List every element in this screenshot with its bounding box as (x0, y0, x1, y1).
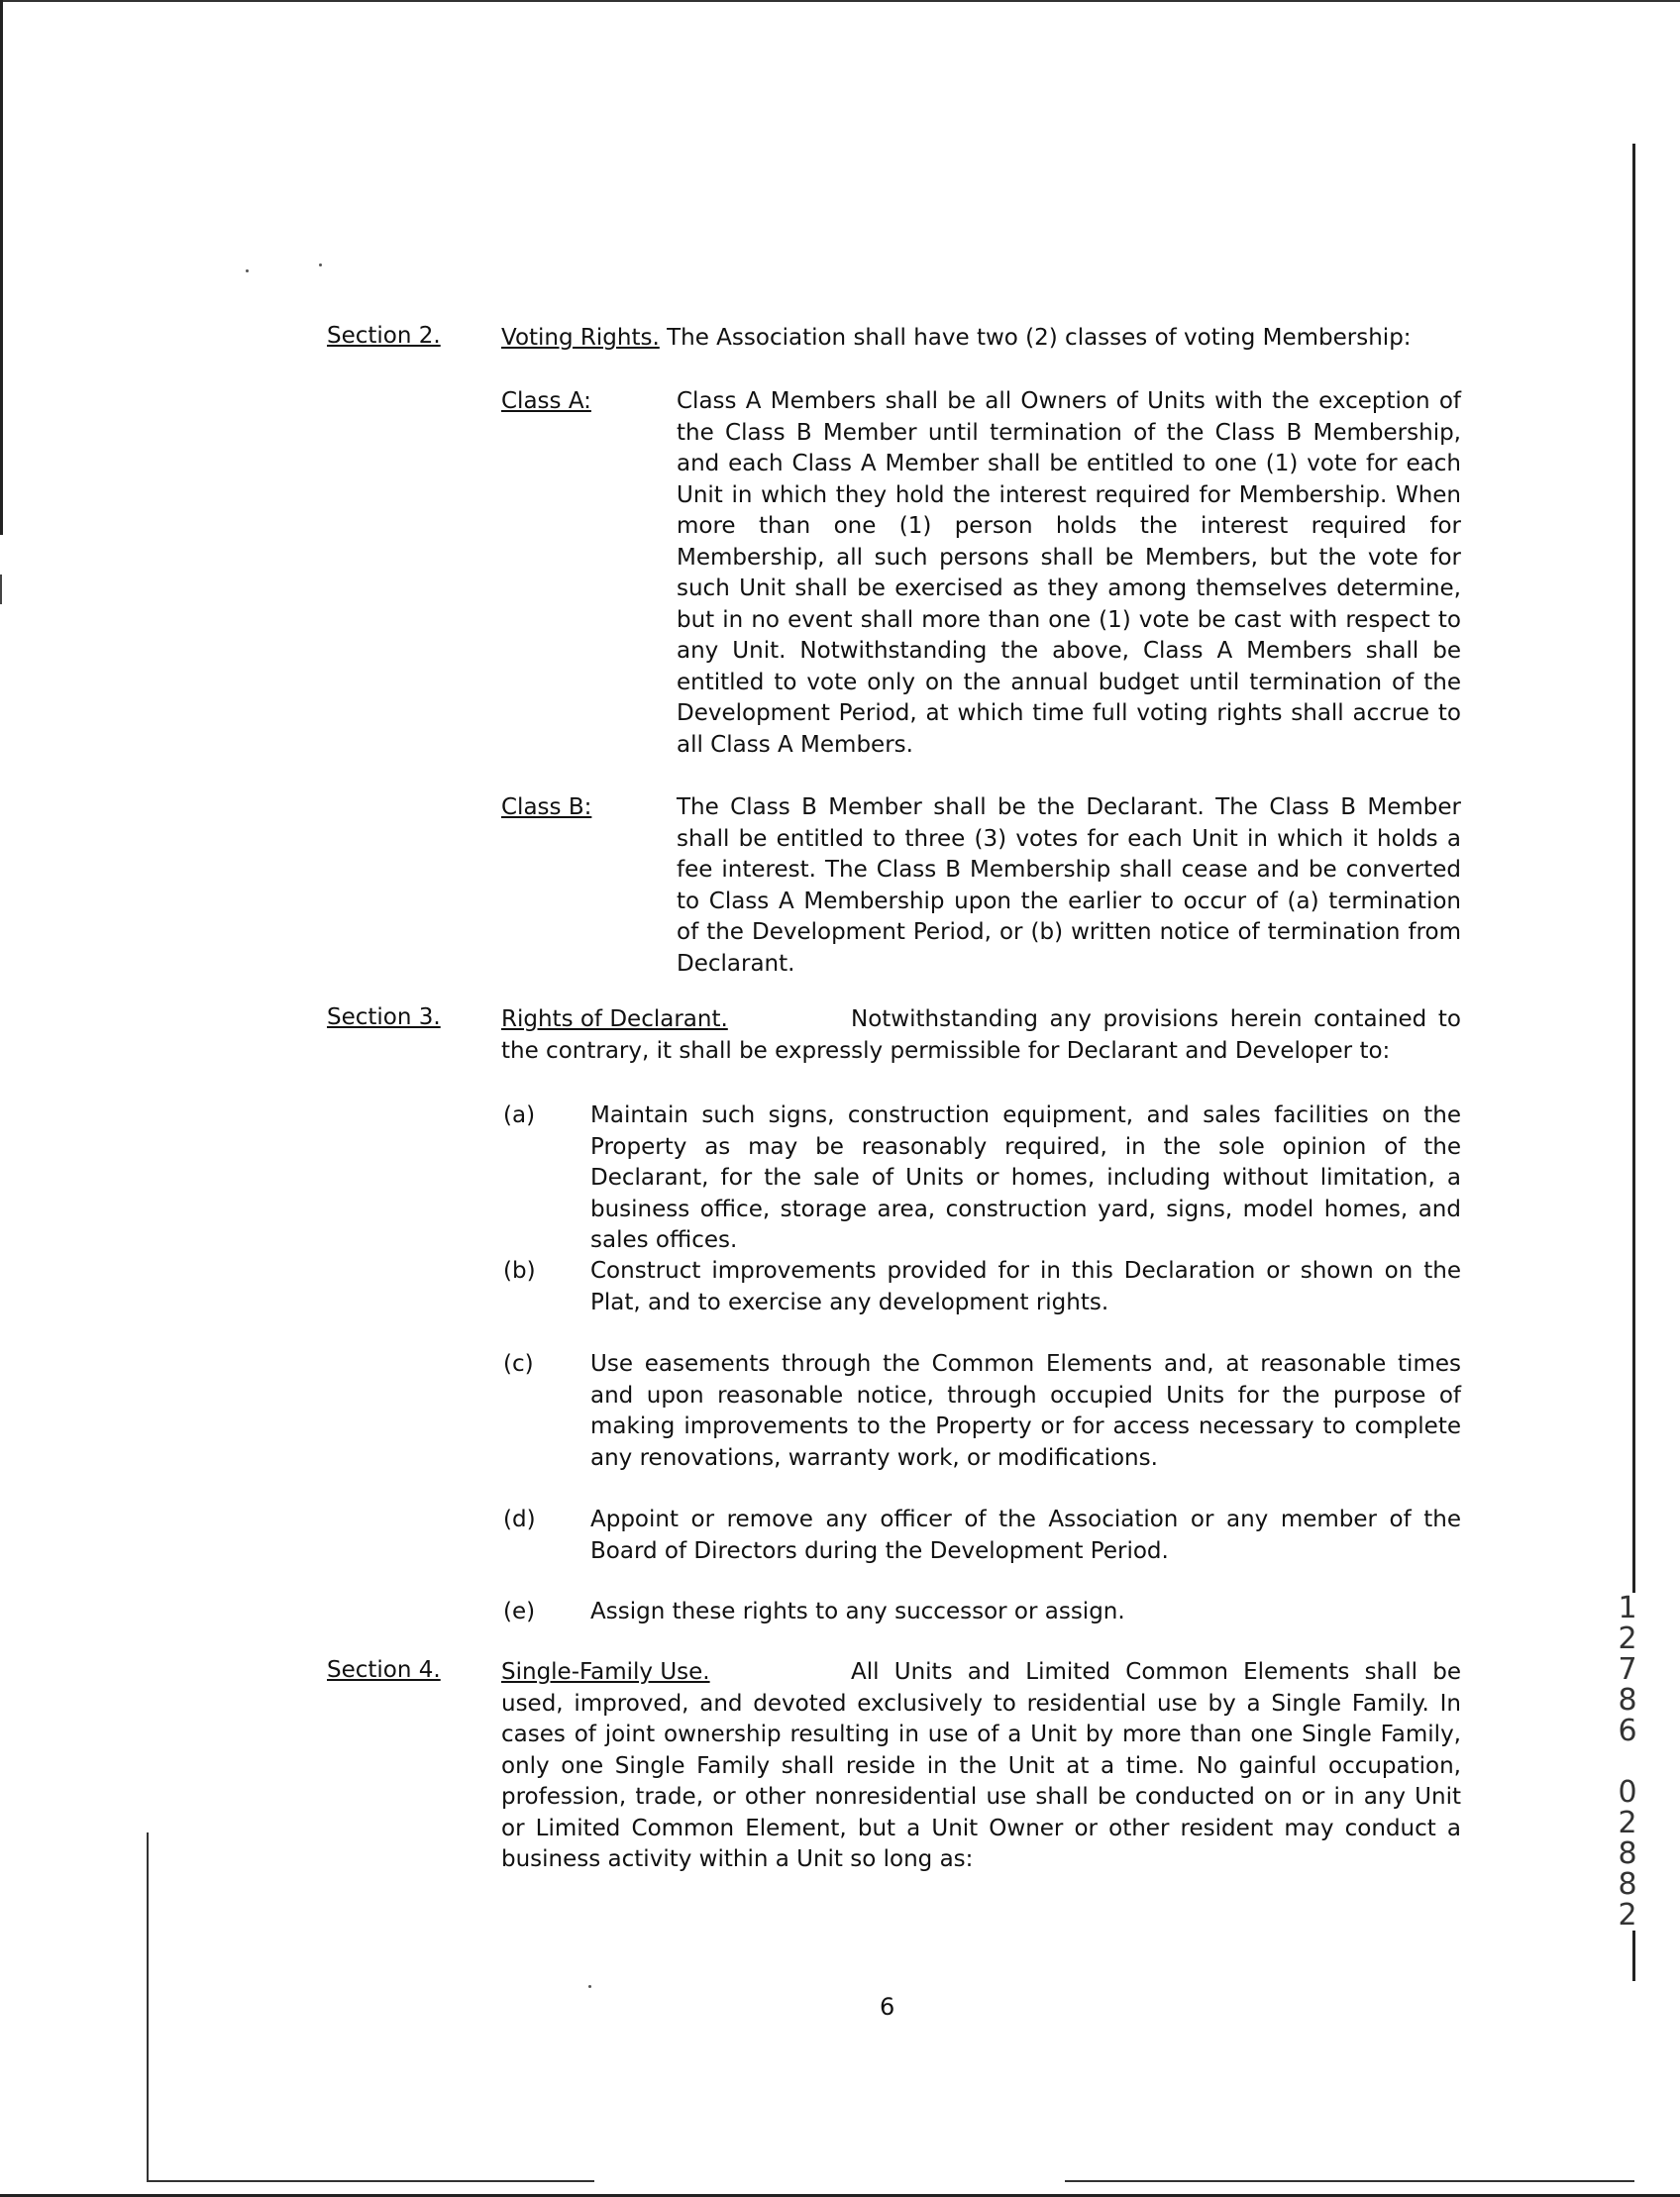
item-c-marker: (c) (503, 1351, 534, 1377)
section-4-title: Single-Family Use. (501, 1659, 710, 1685)
scan-bracket-horizontal (147, 2180, 594, 2182)
scan-edge-left (0, 0, 3, 535)
class-b-text: The Class B Member shall be the Declarant. The Class B Member shall be entitled to three (3) votes for each Unit in which it holds a fee interest. The Class B Membership shall cease and be converted to Class A Membership upon the earlier to occur of (a) termination of the Development Period, or (b) written notice of termination from Declarant. (677, 794, 1461, 977)
scan-speck (319, 263, 322, 266)
scan-bracket-vertical (147, 1832, 149, 2182)
item-d-text: Appoint or remove any officer of the Association or any member of the Board of Directors during the Development Period. (590, 1507, 1461, 1564)
class-a-text: Class A Members shall be all Owners of Units with the exception of the Class B Member until termination of the Class B Membership, and each Class A Member shall be entitled to one (1) vote for each Unit in which they hold the interest required for Membership. When more than one (1) person holds the interest required for Membership, all such persons shall be Members, but the vote for such Unit shall be exercised as they among themselves determine, but in no event shall more than one (1) vote be cast with respect to any Unit. Notwithstanding the above, Class A Members shall be entitled to vote only on the annual budget until termination of the Development Period, at which time full voting rights shall accrue to all Class A Members. (677, 388, 1461, 758)
section-3-title: Rights of Declarant. (501, 1006, 728, 1032)
item-c-text: Use easements through the Common Elements and, at reasonable times and upon reasonable notice, through occupied Units for the purpose of making improvements to the Property or for access necessary to complete any renovations, warranty work, or modifications. (590, 1351, 1461, 1471)
class-b-label: Class B: (501, 794, 592, 820)
item-d-marker: (d) (503, 1507, 536, 1532)
item-b-marker: (b) (503, 1258, 536, 1284)
section-2-intro: The Association shall have two (2) classes of voting Membership: (659, 325, 1412, 351)
scan-edge-top (0, 0, 1680, 2)
recording-number-top: 1 2 7 8 6 (1618, 1591, 1637, 1748)
scan-speck (246, 269, 249, 272)
item-a-marker: (a) (503, 1102, 536, 1128)
recording-number-bottom: 0 2 8 8 2 (1618, 1775, 1637, 1933)
scan-bracket-horizontal-right (1065, 2180, 1634, 2182)
section-2-heading (501, 323, 1512, 355)
section-4-intro: All Units and Limited Common Elements shall be used, improved, and devoted exclusively to residential use by a Single Family. In cases of joint ownership resulting in use of a Unit by more than one Single Family, only one Single Family shall reside in the Unit at a time. No gainful occupation, profession, trade, or other nonresidential use shall be conducted on or in any Unit or Limited Common Element, but a Unit Owner or other resident may conduct a business activity within a Unit so long as: (501, 1659, 1461, 1872)
section-3-label: Section 3. (327, 1004, 441, 1030)
section-3-intro: Notwithstanding any provisions herein contained to the contrary, it shall be expressly permissible for Declarant and Developer to: (501, 1006, 1461, 1064)
recording-number (1603, 1593, 1652, 1931)
class-a-label: Class A: (501, 388, 591, 414)
scan-speck (588, 1985, 591, 1988)
item-a-text: Maintain such signs, construction equipment, and sales facilities on the Property as may be reasonably required, in the sole opinion of the Declarant, for the sale of Units or homes, including without limitation, a business office, storage area, construction yard, signs, model homes, and sales offices. (590, 1102, 1461, 1253)
section-4-label: Section 4. (327, 1657, 441, 1683)
page-number: 6 (880, 1993, 895, 2021)
item-e-marker: (e) (503, 1599, 536, 1624)
section-2-title: Voting Rights. (501, 325, 660, 351)
scan-edge-left-mark (0, 575, 2, 604)
item-e-text: Assign these rights to any successor or assign. (590, 1599, 1125, 1624)
section-2-label: Section 2. (327, 323, 441, 349)
item-b-text: Construct improvements provided for in this Declaration or shown on the Plat, and to exercise any development rights. (590, 1258, 1461, 1315)
